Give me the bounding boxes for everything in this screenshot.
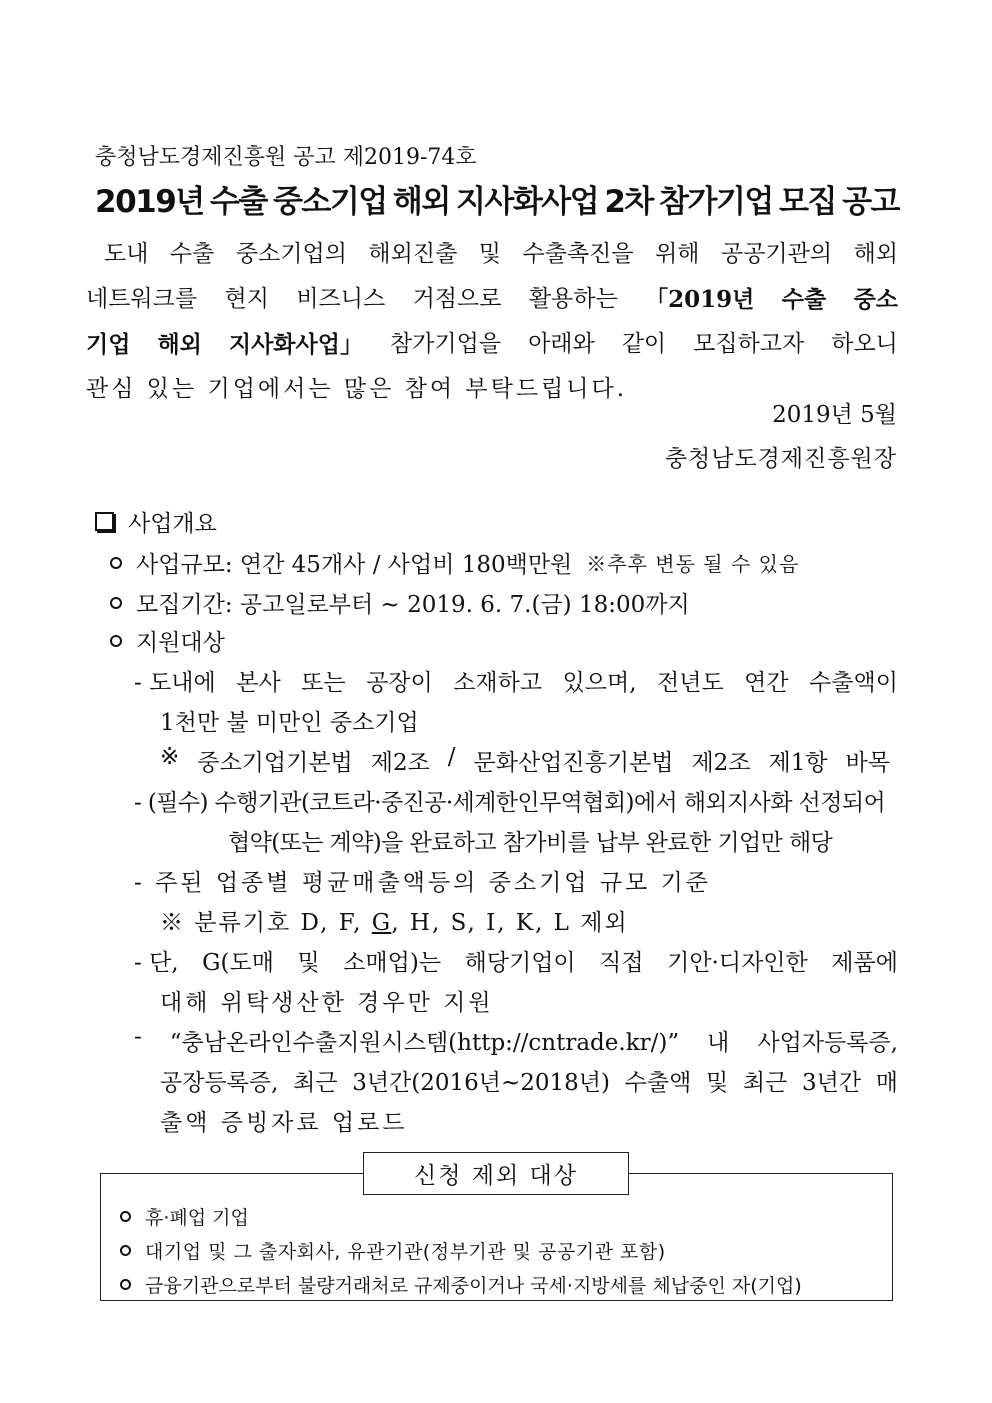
exclusion-item [120, 1203, 249, 1230]
intro-word-bold: 수출 [781, 286, 827, 313]
item-word: 및 [297, 950, 320, 976]
intro-word: 아래와 [528, 331, 595, 357]
title-word: 참가기업 [659, 184, 773, 220]
title-word: 공고 [842, 184, 899, 220]
item3-note-b: , H, S, I, K, L 제외 [391, 910, 629, 936]
item-word: 3년간 [801, 1070, 862, 1096]
title-word: 2019년 [95, 184, 204, 220]
bullet-target [110, 624, 225, 657]
item-word: 사업자등록증, [757, 1030, 898, 1056]
item-word: 최근 [293, 1070, 338, 1096]
item-word: - 단, [134, 950, 179, 976]
section-heading-text: 사업개요 [128, 511, 217, 537]
notice-number: 충청남도경제진흥원 공고 제2019-74호 [95, 145, 477, 170]
item-word: 기안·디자인한 [667, 950, 808, 976]
circle-bullet-icon [120, 1245, 131, 1256]
item-word: 3년간(2016년~2018년) [352, 1070, 610, 1096]
intro-line-3 [86, 322, 898, 367]
bullet-scale [110, 546, 799, 579]
intro-word-bold: 해외 [157, 331, 202, 358]
scale-text: 사업규모: 연간 45개사 / 사업비 180백만원 [136, 552, 573, 578]
checkbox-icon [95, 512, 114, 531]
intro-word-bold: 기업 [86, 331, 131, 358]
item-word: 또는 [301, 670, 346, 696]
item4-line1 [134, 944, 898, 977]
intro-word: 위해 [655, 241, 700, 267]
exclusion-item [120, 1271, 802, 1298]
item-word: 제2조 [370, 750, 430, 776]
intro-word: 네트워크를 [86, 286, 198, 312]
exclusion-item-text: 금융기관으로부터 불량거래처로 규제중이거나 국세·지방세를 체납중인 자(기업) [145, 1275, 802, 1297]
item5-line2 [160, 1064, 898, 1097]
intro-word: 하오니 [831, 331, 898, 357]
item2-line1: - (필수) 수행기관(코트라·중진공·세계한인무역협회)에서 해외지사화 선정되어 [134, 790, 886, 816]
item5-line1 [134, 1024, 898, 1057]
scale-note: ※추후 변동 될 수 있음 [586, 552, 800, 576]
item-word: 연간 [744, 670, 789, 696]
bullet-period [110, 586, 690, 619]
circle-bullet-icon [110, 597, 122, 609]
intro-word: 비즈니스 [296, 286, 386, 312]
item-word: “충남온라인수출지원시스템(http://cntrade.kr/)” [169, 1030, 680, 1056]
item-word: 수출액이 [809, 670, 898, 696]
target-heading: 지원대상 [136, 630, 225, 656]
intro-word: 활용하는 [528, 286, 618, 312]
item3-note [160, 904, 629, 937]
intro-word: 중소기업의 [235, 241, 347, 267]
intro-word-bold: 「2019년 [645, 286, 755, 313]
intro-word: 수출촉진을 [522, 241, 634, 267]
item-word: - [134, 1024, 142, 1050]
item-word: 소매업)는 [343, 950, 442, 976]
item3-note-underlined: G [371, 910, 392, 936]
item3-note-a: ※ 분류기호 D, F, [160, 910, 372, 936]
circle-bullet-icon [110, 635, 122, 647]
item4-line2: 대해 위탁생산한 경우만 지원 [160, 990, 494, 1016]
document-title [95, 176, 899, 221]
intro-word-bold: 지사화사업」 [228, 331, 363, 358]
item-word: / [447, 744, 456, 770]
item-word: 공장등록증, [160, 1070, 279, 1096]
item1-line2: 1천만 불 미만인 중소기업 [160, 710, 419, 736]
item-word: - 도내에 [134, 670, 216, 696]
item-word: 최근 [742, 1070, 788, 1096]
item-word: 중소기업기본법 [197, 750, 353, 776]
item-word: 소재하고 [453, 670, 543, 696]
title-word: 해외 [392, 184, 450, 220]
intro-word: 도내 [104, 241, 149, 267]
item-word: ※ [160, 744, 180, 770]
intro-word: 참가기업을 [389, 331, 502, 357]
intro-word: 거점으로 [412, 286, 502, 312]
title-word: 수출 [209, 184, 267, 220]
intro-word: 해외 [853, 241, 898, 267]
item-word: 제2조 [691, 750, 751, 776]
intro-word: 같이 [621, 331, 667, 357]
intro-word: 해외진출 [368, 241, 458, 267]
title-word: 모집 [779, 184, 836, 220]
title-word: 2차 [604, 184, 653, 220]
item-word: 및 [705, 1070, 729, 1096]
notice-date: 2019년 5월 [772, 402, 897, 428]
section-heading-overview [95, 505, 217, 538]
intro-line-2 [86, 277, 898, 322]
item1-line1 [134, 664, 898, 697]
item-word: 전년도 [657, 670, 724, 696]
exclusion-item-text: 휴·폐업 기업 [145, 1207, 249, 1229]
item-word: 매 [875, 1070, 898, 1096]
issuer: 충청남도경제진흥원장 [664, 446, 897, 472]
intro-word: 수출 [169, 241, 215, 267]
exclusion-title: 신청 제외 대상 [363, 1152, 629, 1195]
item-word: 공장이 [366, 670, 433, 696]
intro-word: 공공기관의 [720, 241, 833, 267]
exclusion-item [120, 1237, 666, 1264]
title-word: 중소기업 [272, 184, 387, 220]
intro-word: 모집하고자 [693, 331, 805, 357]
item-word: G(도매 [202, 950, 274, 976]
item-word: 수출액 [624, 1070, 692, 1096]
intro-paragraph [86, 232, 898, 412]
intro-line-1 [86, 232, 898, 277]
item2-line2: 협약(또는 계약)을 완료하고 참가비를 납부 완료한 기업만 해당 [228, 830, 833, 856]
period-text: 모집기간: 공고일로부터 ~ 2019. 6. 7.(금) 18:00까지 [136, 592, 690, 618]
intro-word: 및 [478, 241, 501, 267]
circle-bullet-icon [120, 1279, 131, 1290]
item-word: 있으며, [562, 670, 637, 696]
intro-line-4-text: 관심 있는 기업에서는 많은 참여 부탁드립니다. [86, 376, 628, 402]
item-word: 내 [707, 1030, 730, 1056]
item-word: 제1항 [768, 750, 828, 776]
item1-note [160, 744, 890, 777]
item-word: 직접 [599, 950, 644, 976]
item5-line3: 출액 증빙자료 업로드 [160, 1110, 408, 1136]
item-word: 해당기업이 [464, 950, 576, 976]
circle-bullet-icon [120, 1211, 131, 1222]
exclusion-item-text: 대기업 및 그 출자회사, 유관기관(정부기관 및 공공기관 포함) [145, 1241, 666, 1263]
title-word: 지사화사업 [455, 184, 599, 220]
intro-word-bold: 중소 [853, 286, 898, 313]
item-word: 본사 [236, 670, 281, 696]
item-word: 바목 [845, 750, 890, 776]
item-word: 제품에 [831, 950, 898, 976]
intro-word: 현지 [224, 286, 269, 312]
item-word: 문화산업진흥기본법 [473, 750, 674, 776]
item3-line1: - 주된 업종별 평균매출액등의 중소기업 규모 기준 [134, 870, 711, 896]
circle-bullet-icon [110, 557, 122, 569]
